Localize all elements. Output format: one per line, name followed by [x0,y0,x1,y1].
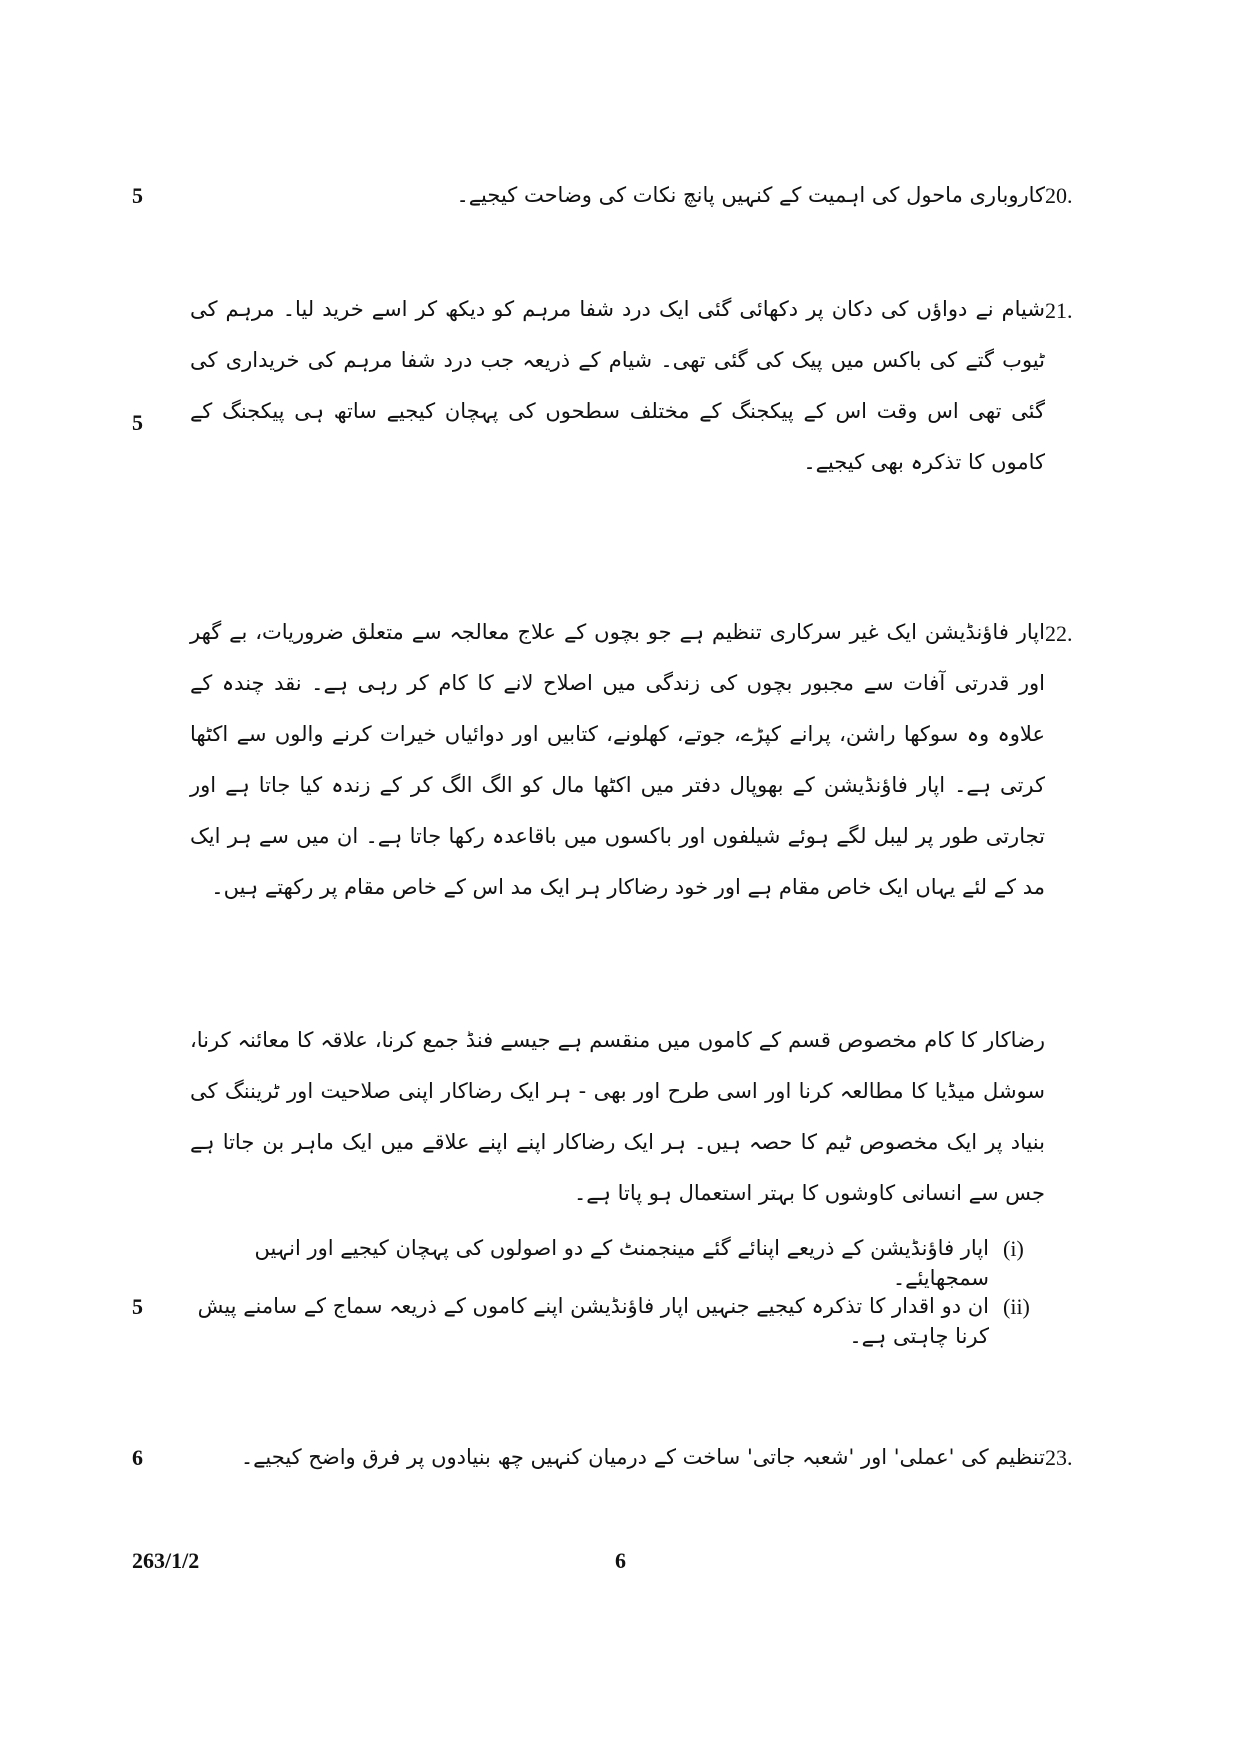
sub-part-label: (ii) [1003,1294,1030,1319]
sub-part-text: اپار فاؤنڈیشن کے ذریعے اپنائے گئے مینجمنٹ کے دو اصولوں کی پہچان کیجیے اور انہیں سمجھایئے۔ [254,1236,989,1290]
question-paragraph: اپار فاؤنڈیشن ایک غیر سرکاری تنظیم ہے جو بچوں کے علاج معالجہ سے متعلق ضروریات، بے گھر اور قدرتی آفات سے مجبور بچوں کی زندگی میں اصلاح لانے کا کام کر رہی ہے۔ نقد چندہ کے علاوہ وہ سوکھا راشن، پرانے کپڑے، جوتے، کھلونے، کتابیں اور دوائیاں خیرات کرنے والوں سے اکٹھا کرتی ہے۔ اپار فاؤنڈیشن کے بھوپال دفتر میں اکٹھا مال کو الگ الگ کر کے زندہ کیا جاتا ہے اور تجارتی طور پر لیبل لگے ہوئے شیلفوں اور باکسوں میں باقاعدہ رکھا جاتا ہے۔ ان میں سے ہر ایک مد کے لئے یہاں ایک خاص مقام ہے اور خود رضاکار ہر ایک مد اس کے خاص مقام پر رکھتے ہیں۔ [190,620,1045,899]
question-number: 23. [1045,1445,1073,1470]
question-marks: 6 [132,1445,143,1470]
question-text: تنظیم کی 'عملی' اور 'شعبہ جاتی' ساخت کے درمیان کنہیں چھ بنیادوں پر فرق واضح کیجیے۔ [240,1445,1045,1469]
question-number: 20. [1045,183,1073,208]
sub-part-label: (i) [1003,1236,1024,1261]
question-text: کاروباری ماحول کی اہمیت کے کنہیں پانچ نکات کی وضاحت کیجیے۔ [456,183,1045,207]
page-number: 6 [615,1548,626,1573]
question-paragraph: رضاکار کا کام مخصوص قسم کے کاموں میں منقسم ہے جیسے فنڈ جمع کرنا، علاقہ کا معائنہ کرنا، سوشل میڈیا کا مطالعہ کرنا اور اسی طرح اور بھی - ہر ایک رضاکار اپنی صلاحیت اور ٹریننگ کی بنیاد پر ایک مخصوص ٹیم کا حصہ ہیں۔ ہر ایک رضاکار اپنے اپنے علاقے میں ایک ماہر بن جاتا ہے جس سے انسانی کاوشوں کا بہتر استعمال ہو پاتا ہے۔ [190,1028,1045,1205]
question-text: شیام نے دواؤں کی دکان پر دکھائی گئی ایک درد شفا مرہم کو دیکھ کر اسے خرید لیا۔ مرہم کی ٹیوب گتے کی باکس میں پیک کی گئی تھی۔ شیام کے ذریعہ جب درد شفا مرہم کی خریداری کی گئی تھی اس وقت اس کے پیکجنگ کے مختلف سطحوں کی پہچان کیجیے ساتھ ہی پیکجنگ کے کاموں کا تذکرہ بھی کیجیے۔ [190,297,1045,474]
question-number: 21. [1045,298,1073,323]
question-number: 22. [1045,621,1073,646]
question-marks: 5 [132,1294,143,1319]
paper-code: 263/1/2 [132,1548,200,1573]
question-marks: 5 [132,183,143,208]
question-marks: 5 [132,410,143,435]
sub-part-text: ان دو اقدار کا تذکرہ کیجیے جنہیں اپار فاؤنڈیشن اپنے کاموں کے ذریعہ سماج کے سامنے پیش کرنا چاہتی ہے۔ [197,1294,989,1348]
